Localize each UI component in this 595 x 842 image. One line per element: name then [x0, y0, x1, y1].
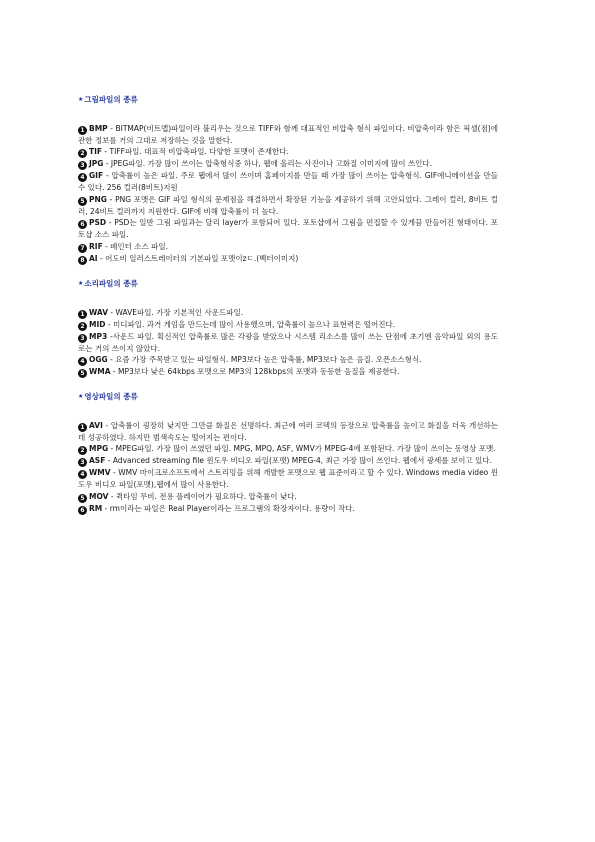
circled-number: 3 — [78, 161, 87, 170]
star-icon: ★ — [78, 279, 84, 287]
format-term: AI — [89, 253, 98, 263]
list-item — [78, 503, 498, 515]
list-item — [78, 158, 498, 170]
item-description: - MP3보다 낮은 64kbps 포맷으로 MP3의 128kbps의 포맷과 동등한 음질을 제공한다. — [110, 367, 400, 377]
section-video-files — [78, 391, 498, 515]
format-term: AVI — [89, 421, 103, 431]
section-sound-files — [78, 278, 498, 378]
format-term: PSD — [89, 218, 107, 228]
list-item — [78, 467, 498, 490]
list-item — [78, 366, 498, 378]
list-item — [78, 146, 498, 158]
circled-number: 5 — [78, 494, 87, 503]
item-description: - rm이라는 파일은 Real Player이라는 프로그램의 확장자이다. 용량이 작다. — [102, 503, 355, 513]
format-term: MOV — [89, 491, 109, 501]
item-description: - PSD는 일반 그림 파일과는 달리 layer가 포함되어 있다. 포토샵에서 그림을 편집할 수 있게끔 만들어진 형태이다. 포토샵 소스 파일. — [78, 218, 498, 240]
circled-number: 4 — [78, 173, 87, 182]
list-item — [78, 217, 498, 240]
circled-number: 5 — [78, 197, 87, 206]
circled-number: 2 — [78, 149, 87, 158]
format-term: MPG — [89, 444, 109, 454]
list-item — [78, 123, 498, 146]
item-description: - WAVE파일. 가장 기본적인 사운드파일. — [108, 307, 244, 317]
circled-number: 6 — [78, 220, 87, 229]
circled-number: 8 — [78, 256, 87, 265]
document-page — [78, 94, 498, 515]
circled-number: 4 — [78, 470, 87, 479]
format-term: WMA — [89, 367, 111, 377]
format-term: MP3 — [89, 331, 108, 341]
list-item — [78, 354, 498, 366]
format-term: MID — [89, 319, 106, 329]
list-item — [78, 491, 498, 503]
item-description: - 페인터 소스 파일. — [102, 241, 169, 251]
circled-number: 4 — [78, 357, 87, 366]
section-title: ★소리파일의 종류 — [78, 278, 138, 288]
format-term: BMP — [89, 124, 108, 133]
circled-number: 5 — [78, 369, 87, 378]
item-description: -사운드 파일. 획신적인 압축률로 많은 각광을 받았으나 시스템 리소스를 많이 쓰는 단점에 초기엔 음악파일 외의 용도로는 거의 쓰이지 않았다. — [78, 331, 498, 353]
list-item — [78, 170, 498, 193]
format-term: WAV — [89, 307, 109, 317]
item-description: - 미디파일. 과거 게임을 만드는데 많이 사용했으며, 압축률이 높으나 표현력은 떨어진다. — [105, 319, 396, 329]
item-description: - Advanced streaming file 윈도우 비디오 파일(포맷) MPEG-4, 최근 가장 많이 쓰인다. 웹에서 광세를 보이고 있다. — [105, 456, 492, 466]
item-description: - MPEG파일. 가장 많이 쓰였던 파일. MPG, MPQ, ASF, WMV가 MPEG-4에 포함된다. 가장 많이 쓰이는 동영상 포맷. — [108, 444, 496, 454]
list-item — [78, 331, 498, 354]
item-description: - 퀵타임 무비. 전용 플레이어가 필요하다. 압축률이 낮다. — [108, 491, 297, 501]
circled-number: 1 — [78, 310, 87, 319]
section-title: ★영상파일의 종류 — [78, 392, 138, 402]
item-description: - JPEG파일. 가장 많이 쓰이는 압축형식중 하나, 웹에 올리는 사진이나 고화질 이미지에 많이 쓰인다. — [103, 159, 433, 169]
item-description: - 압축률이 높은 파일. 주로 웹에서 많이 쓰이며 홈페이지를 만들 때 가장 많이 쓰이는 압축형식. GIF애니메이션을 만들 수 있다. 256 컬러(8비트)지원 — [78, 171, 498, 193]
list-item — [78, 307, 498, 319]
list-item — [78, 253, 498, 265]
circled-number: 1 — [78, 423, 87, 432]
circled-number: 3 — [78, 458, 87, 467]
format-term: GIF — [89, 171, 104, 181]
format-term: RM — [89, 503, 103, 513]
item-description: - TIFF파일. 대표적 비압축파일. 다양한 포맷이 존재한다. — [102, 147, 289, 157]
format-term: RIF — [89, 241, 103, 251]
circled-number: 7 — [78, 244, 87, 253]
circled-number: 3 — [78, 334, 87, 343]
format-term: OGG — [89, 355, 108, 365]
format-term: PNG — [89, 194, 107, 204]
format-term: ASF — [89, 456, 106, 466]
circled-number: 2 — [78, 322, 87, 331]
format-term: JPG — [89, 159, 104, 169]
list-item — [78, 455, 498, 467]
section-title: ★그림파일의 종류 — [78, 95, 138, 104]
item-description: - PNG 포맷은 GIF 파일 형식의 문제점을 해결하면서 확장된 기능을 제공하기 위해 고안되었다. 그레이 컬러, 8비트 컬러, 24비트 컬러까지 지원한다. GIF에 비해 압축률이 더 높다. — [78, 194, 498, 216]
item-description: - 압축률이 굉장히 낮지만 그만큼 화질은 선명하다. 최근에 여러 코덱의 등장으로 압축률을 높이고 화질을 더욱 개선하는데 성공하였다. 하지만 범색속도는 떨어지는 편이다. — [78, 421, 498, 443]
list-item — [78, 443, 498, 455]
format-term: WMV — [89, 468, 111, 478]
star-icon: ★ — [78, 393, 84, 401]
item-description: - WMV 마이크로소프트에서 스트리밍을 위해 개발한 포맷으로 웹 표준이라고 할 수 있다. Windows media video 윈도우 비디오 파일(포맷),웹에서 많이 사용한다. — [78, 468, 498, 490]
star-icon: ★ — [78, 96, 84, 103]
circled-number: 2 — [78, 446, 87, 455]
item-description: - 어도비 일러스트레이터의 기본파일 포맷이zㄷ.(벡터이미지) — [97, 253, 299, 263]
section-image-files — [78, 94, 498, 265]
format-term: TIF — [89, 147, 103, 157]
item-description: - BITMAP(비트맵)파일이라 불리우는 것으로 TIFF와 함께 대표적인 비압축 형식 파일이다. 비압축이라 함은 픽셀(점)에 관한 정보를 거의 그대로 저장하는 것을 말한다. — [78, 124, 498, 145]
item-description: - 요즘 가장 주목받고 있는 파일형식. MP3보다 높은 압축률, MP3보다 높은 음질. 오픈소스형식. — [107, 355, 422, 365]
list-item — [78, 194, 498, 217]
list-item — [78, 241, 498, 253]
list-item — [78, 420, 498, 443]
circled-number: 6 — [78, 506, 87, 515]
circled-number: 1 — [78, 126, 87, 135]
list-item — [78, 319, 498, 331]
